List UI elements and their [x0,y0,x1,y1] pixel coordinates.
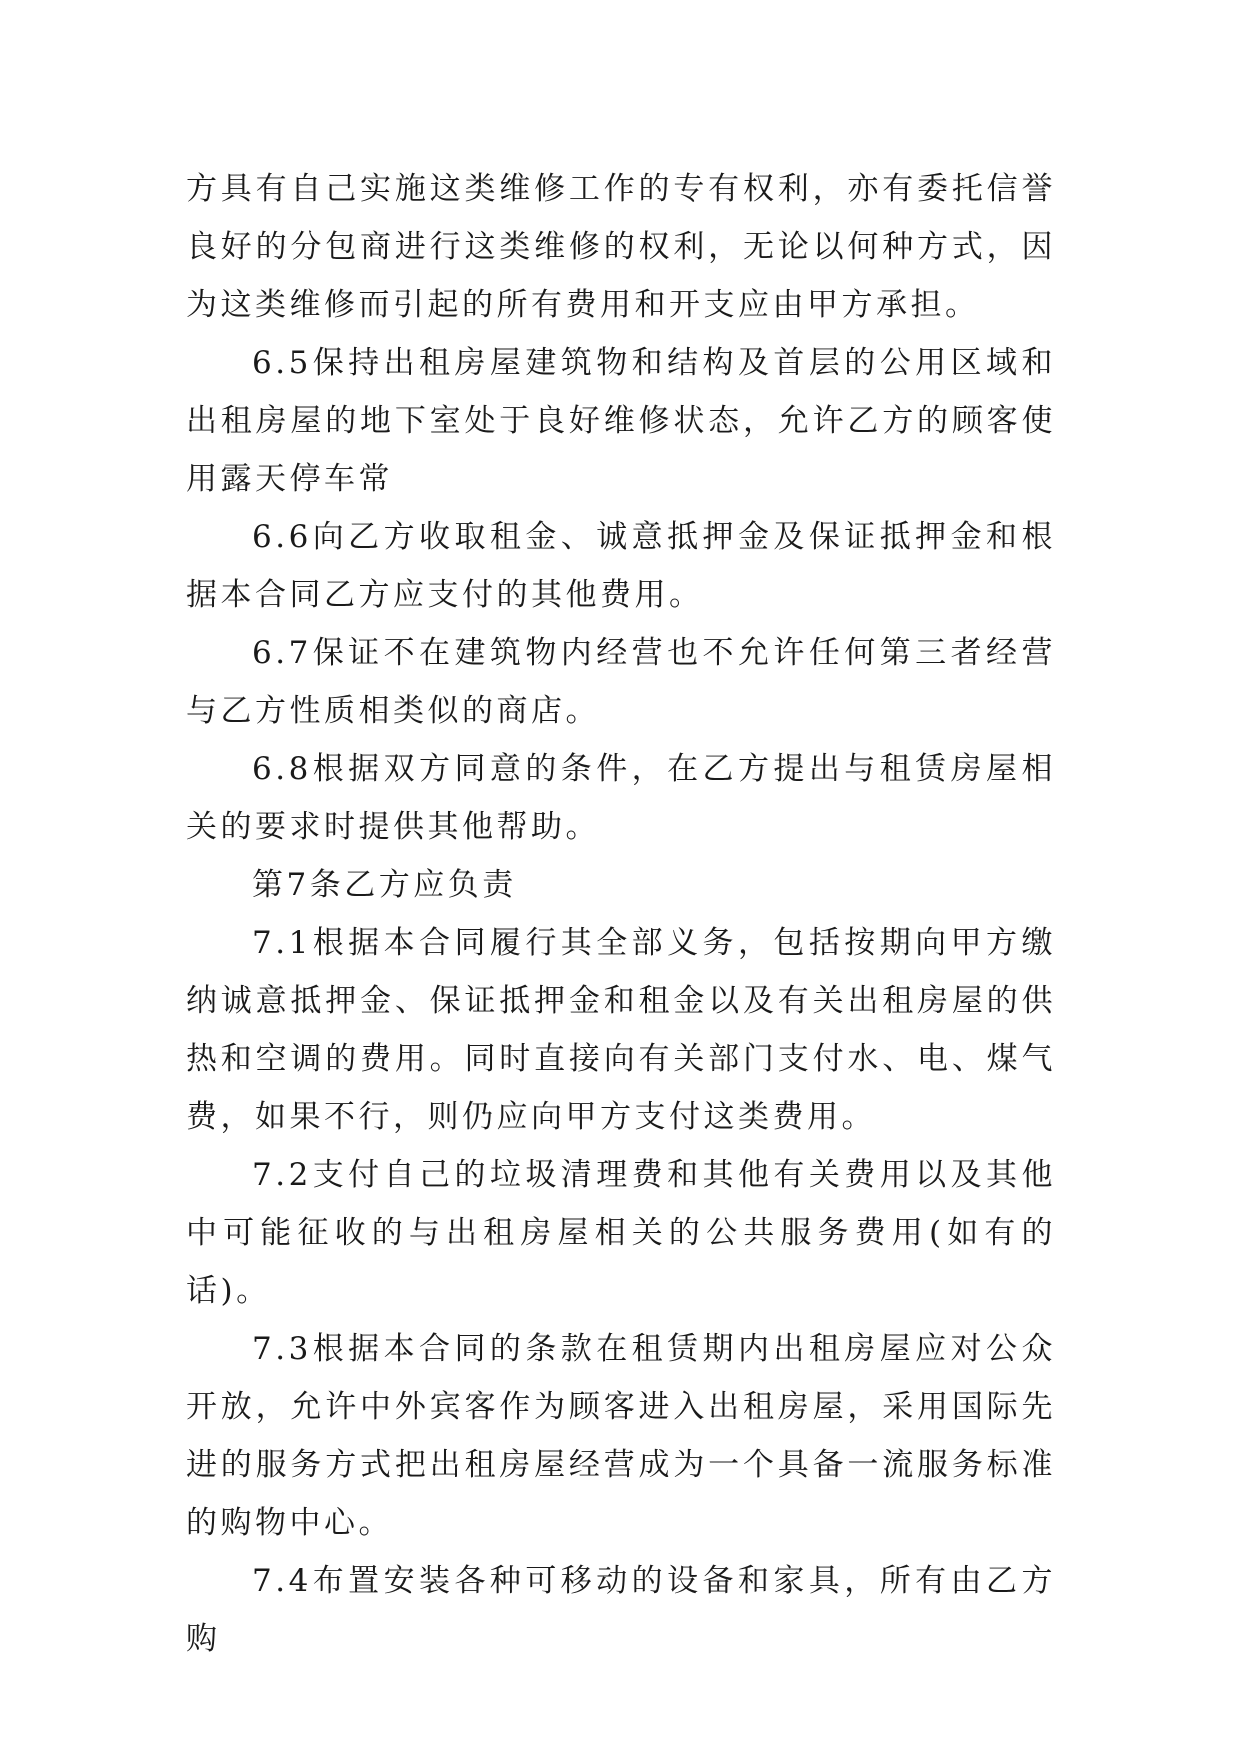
paragraph-clause-7-2: 7.2支付自己的垃圾清理费和其他有关费用以及其他中可能征收的与出租房屋相关的公共服务费用(如有的话)。 [186,1157,1056,1309]
paragraph-clause-6-7: 6.7保证不在建筑物内经营也不允许任何第三者经营与乙方性质相类似的商店。 [186,635,1056,729]
paragraph-clause-7-3: 7.3根据本合同的条款在租赁期内出租房屋应对公众开放，允许中外宾客作为顾客进入出租房屋，采用国际先进的服务方式把出租房屋经营成为一个具备一流服务标准的购物中心。 [186,1331,1056,1541]
paragraph-continuation: 方具有自己实施这类维修工作的专有权利，亦有委托信誉良好的分包商进行这类维修的权利，无论以何种方式，因为这类维修而引起的所有费用和开支应由甲方承担。 [186,171,1056,323]
paragraph-clause-7-1: 7.1根据本合同履行其全部义务，包括按期向甲方缴纳诚意抵押金、保证抵押金和租金以及有关出租房屋的供热和空调的费用。同时直接向有关部门支付水、电、煤气费，如果不行，则仍应向甲方支付这类费用。 [186,925,1056,1135]
paragraph-clause-6-5: 6.5保持出租房屋建筑物和结构及首层的公用区域和出租房屋的地下室处于良好维修状态，允许乙方的顾客使用露天停车常 [186,345,1056,497]
paragraph-clause-6-6: 6.6向乙方收取租金、诚意抵押金及保证抵押金和根据本合同乙方应支付的其他费用。 [186,519,1056,613]
document-body [186,160,1056,1668]
article-7-heading: 第7条乙方应负责 [252,867,517,903]
paragraph-clause-7-4: 7.4布置安装各种可移动的设备和家具，所有由乙方购 [186,1563,1056,1657]
paragraph-clause-6-8: 6.8根据双方同意的条件，在乙方提出与租赁房屋相关的要求时提供其他帮助。 [186,751,1056,845]
